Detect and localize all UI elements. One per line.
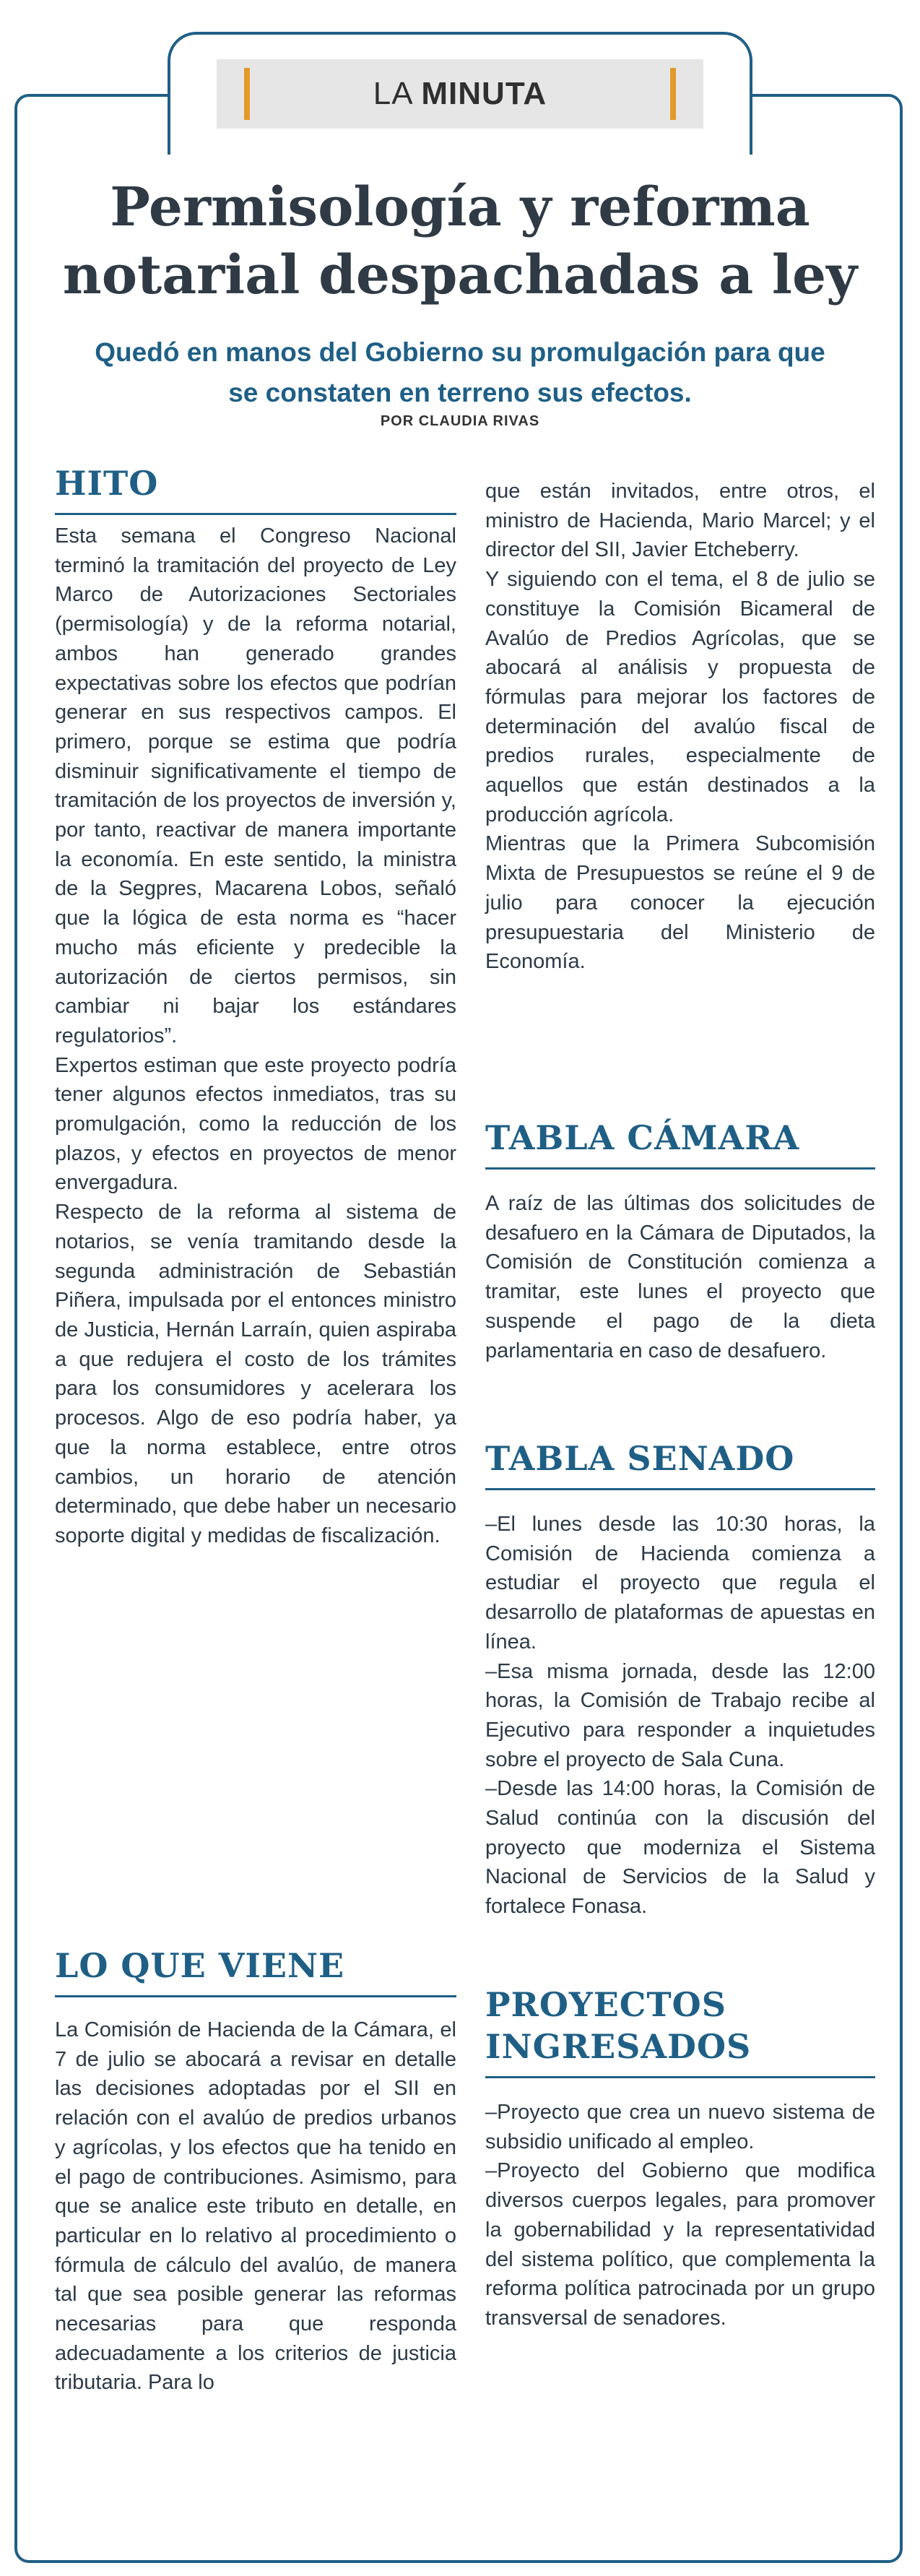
- headline: [43, 173, 877, 309]
- section-body-lo-que-viene: [55, 2015, 456, 2398]
- section-tab-text: [373, 76, 547, 112]
- section-title-tabla-camara: TABLA CÁMARA: [485, 1118, 800, 1157]
- deck: [43, 332, 877, 413]
- section-title-lo-que-viene: LO QUE VIENE: [55, 1946, 345, 1985]
- continuation-body: [485, 477, 875, 977]
- tab-accent-bar-left: [244, 68, 250, 120]
- section-body-tabla-senado: [485, 1510, 875, 1922]
- proyectos-title-line-2: INGRESADOS: [485, 2027, 752, 2066]
- section-body-tabla-camara: [485, 1189, 875, 1365]
- headline-line-2: notarial despachadas a ley: [62, 244, 858, 306]
- section-rule-tabla-senado: [485, 1488, 875, 1490]
- lo-que-viene-paragraph-1: La Comisión de Hacienda de la Cámara, el 7 de julio se abocará a revisar en detalle las decisiones adoptadas por el SII en relación con el avalúo de predios urbanos y agrícolas, y los efectos que ha tenido en el pago de contribuciones. Asimismo, para que se analice este tributo en detalle, en particular en lo relativo al procedimiento o fórmula de cálculo del avalúo, de manera tal que sea posible generar las reformas necesarias para que responda adecuadamente a los criterios de justicia tributaria. Para lo: [55, 2018, 456, 2395]
- tabla-senado-item-2: –Esa misma jornada, desde las 12:00 horas, la Comisión de Trabajo recibe al Ejecutivo para responder a inquietudes sobre el proyecto de Sala Cuna.: [485, 1659, 875, 1771]
- tabla-senado-item-1: –El lunes desde las 10:30 horas, la Comisión de Hacienda comienza a estudiar el proyecto que regula el desarrollo de plataformas de apuestas en línea.: [485, 1513, 875, 1654]
- proyectos-item-2: –Proyecto del Gobierno que modifica diversos cuerpos legales, para promover la gobernabilidad y la representatividad del sistema político, que complementa la reforma política patrocinada por un grupo transversal de senadores.: [485, 2159, 875, 2330]
- deck-line-1: Quedó en manos del Gobierno su promulgación para que: [95, 337, 825, 367]
- deck-line-2: se constaten en terreno sus efectos.: [228, 378, 692, 407]
- continuation-paragraph-2: Y siguiendo con el tema, el 8 de julio se constituye la Comisión Bicameral de Avalúo de Predios Agrícolas, que se abocará al análisis y propuesta de fórmulas para mejorar los factores de determinación del avalúo fiscal de predios rurales, especialmente de aquellos que están destinados a la producción agrícola.: [485, 568, 875, 826]
- section-body-proyectos-ingresados: [485, 2098, 875, 2333]
- tabla-senado-item-3: –Desde las 14:00 horas, la Comisión de Salud continúa con la discusión del proyecto que moderniza el Sistema Nacional de Servicios de la Salud y fortalece Fonasa.: [485, 1777, 875, 1919]
- section-rule-lo-que-viene: [55, 1995, 456, 1997]
- tabla-camara-paragraph-1: A raíz de las últimas dos solicitudes de desafuero en la Cámara de Diputados, la Comisión de Constitución comienza a tramitar, este lunes el proyecto que suspende el pago de la dieta parlamentaria en caso de desafuero.: [485, 1192, 875, 1362]
- section-tab-prefix: LA: [373, 76, 412, 111]
- byline: POR CLAUDIA RIVAS: [380, 413, 540, 429]
- section-body-hito: [55, 522, 456, 1551]
- section-title-hito: HITO: [55, 464, 159, 503]
- section-tab-name: MINUTA: [421, 76, 547, 111]
- hito-paragraph-3: Respecto de la reforma al sistema de notarios, se venía tramitando desde la segunda administración de Sebastián Piñera, impulsada por el entonces ministro de Justicia, Hernán Larraín, quien aspiraba a que redujera el costo de los trámites para los consumidores y acelerara los procesos. Algo de eso podría haber, ya que la norma establece, entre otros cambios, un horario de atención determinado, que debe haber un necesario soporte digital y medidas de fiscalización.: [55, 1201, 456, 1547]
- section-title-tabla-senado: TABLA SENADO: [485, 1439, 795, 1478]
- section-rule-hito: [55, 513, 456, 515]
- section-tab-label: [217, 59, 703, 129]
- section-title-proyectos-ingresados: [485, 1984, 751, 2067]
- section-rule-proyectos-ingresados: [485, 2076, 875, 2078]
- proyectos-item-1: –Proyecto que crea un nuevo sistema de subsidio unificado al empleo.: [485, 2101, 875, 2153]
- headline-line-1: Permisología y reforma: [110, 176, 810, 238]
- hito-paragraph-1: Esta semana el Congreso Nacional terminó la tramitación del proyecto de Ley Marco de Autorizaciones Sectoriales (permisología) y de la reforma notarial, ambos han generado grandes expectativas sobre los efectos que podrían generar en sus respectivos campos. El primero, porque se estima que podría disminuir significativamente el tiempo de tramitación de los proyectos de inversión y, por tanto, reactivar de manera importante la economía. En este sentido, la ministra de la Segpres, Macarena Lobos, señaló que la lógica de esta norma es “hacer mucho más eficiente y predecible la autorización de ciertos permisos, sin cambiar ni bajar los estándares regulatorios”.: [55, 524, 456, 1047]
- continuation-paragraph-3: Mientras que la Primera Subcomisión Mixta de Presupuestos se reúne el 9 de julio para conocer la ejecución presupuestaria del Ministerio de Economía.: [485, 832, 875, 974]
- continuation-paragraph-1: que están invitados, entre otros, el ministro de Hacienda, Mario Marcel; y el director del SII, Javier Etcheberry.: [485, 480, 875, 562]
- section-rule-tabla-camara: [485, 1167, 875, 1170]
- tab-accent-bar-right: [670, 68, 676, 120]
- proyectos-title-line-1: PROYECTOS: [485, 1985, 726, 2024]
- hito-paragraph-2: Expertos estiman que este proyecto podría tener algunos efectos inmediatos, tras su promulgación, como la reducción de los plazos, y efectos en proyectos de menor envergadura.: [55, 1053, 456, 1195]
